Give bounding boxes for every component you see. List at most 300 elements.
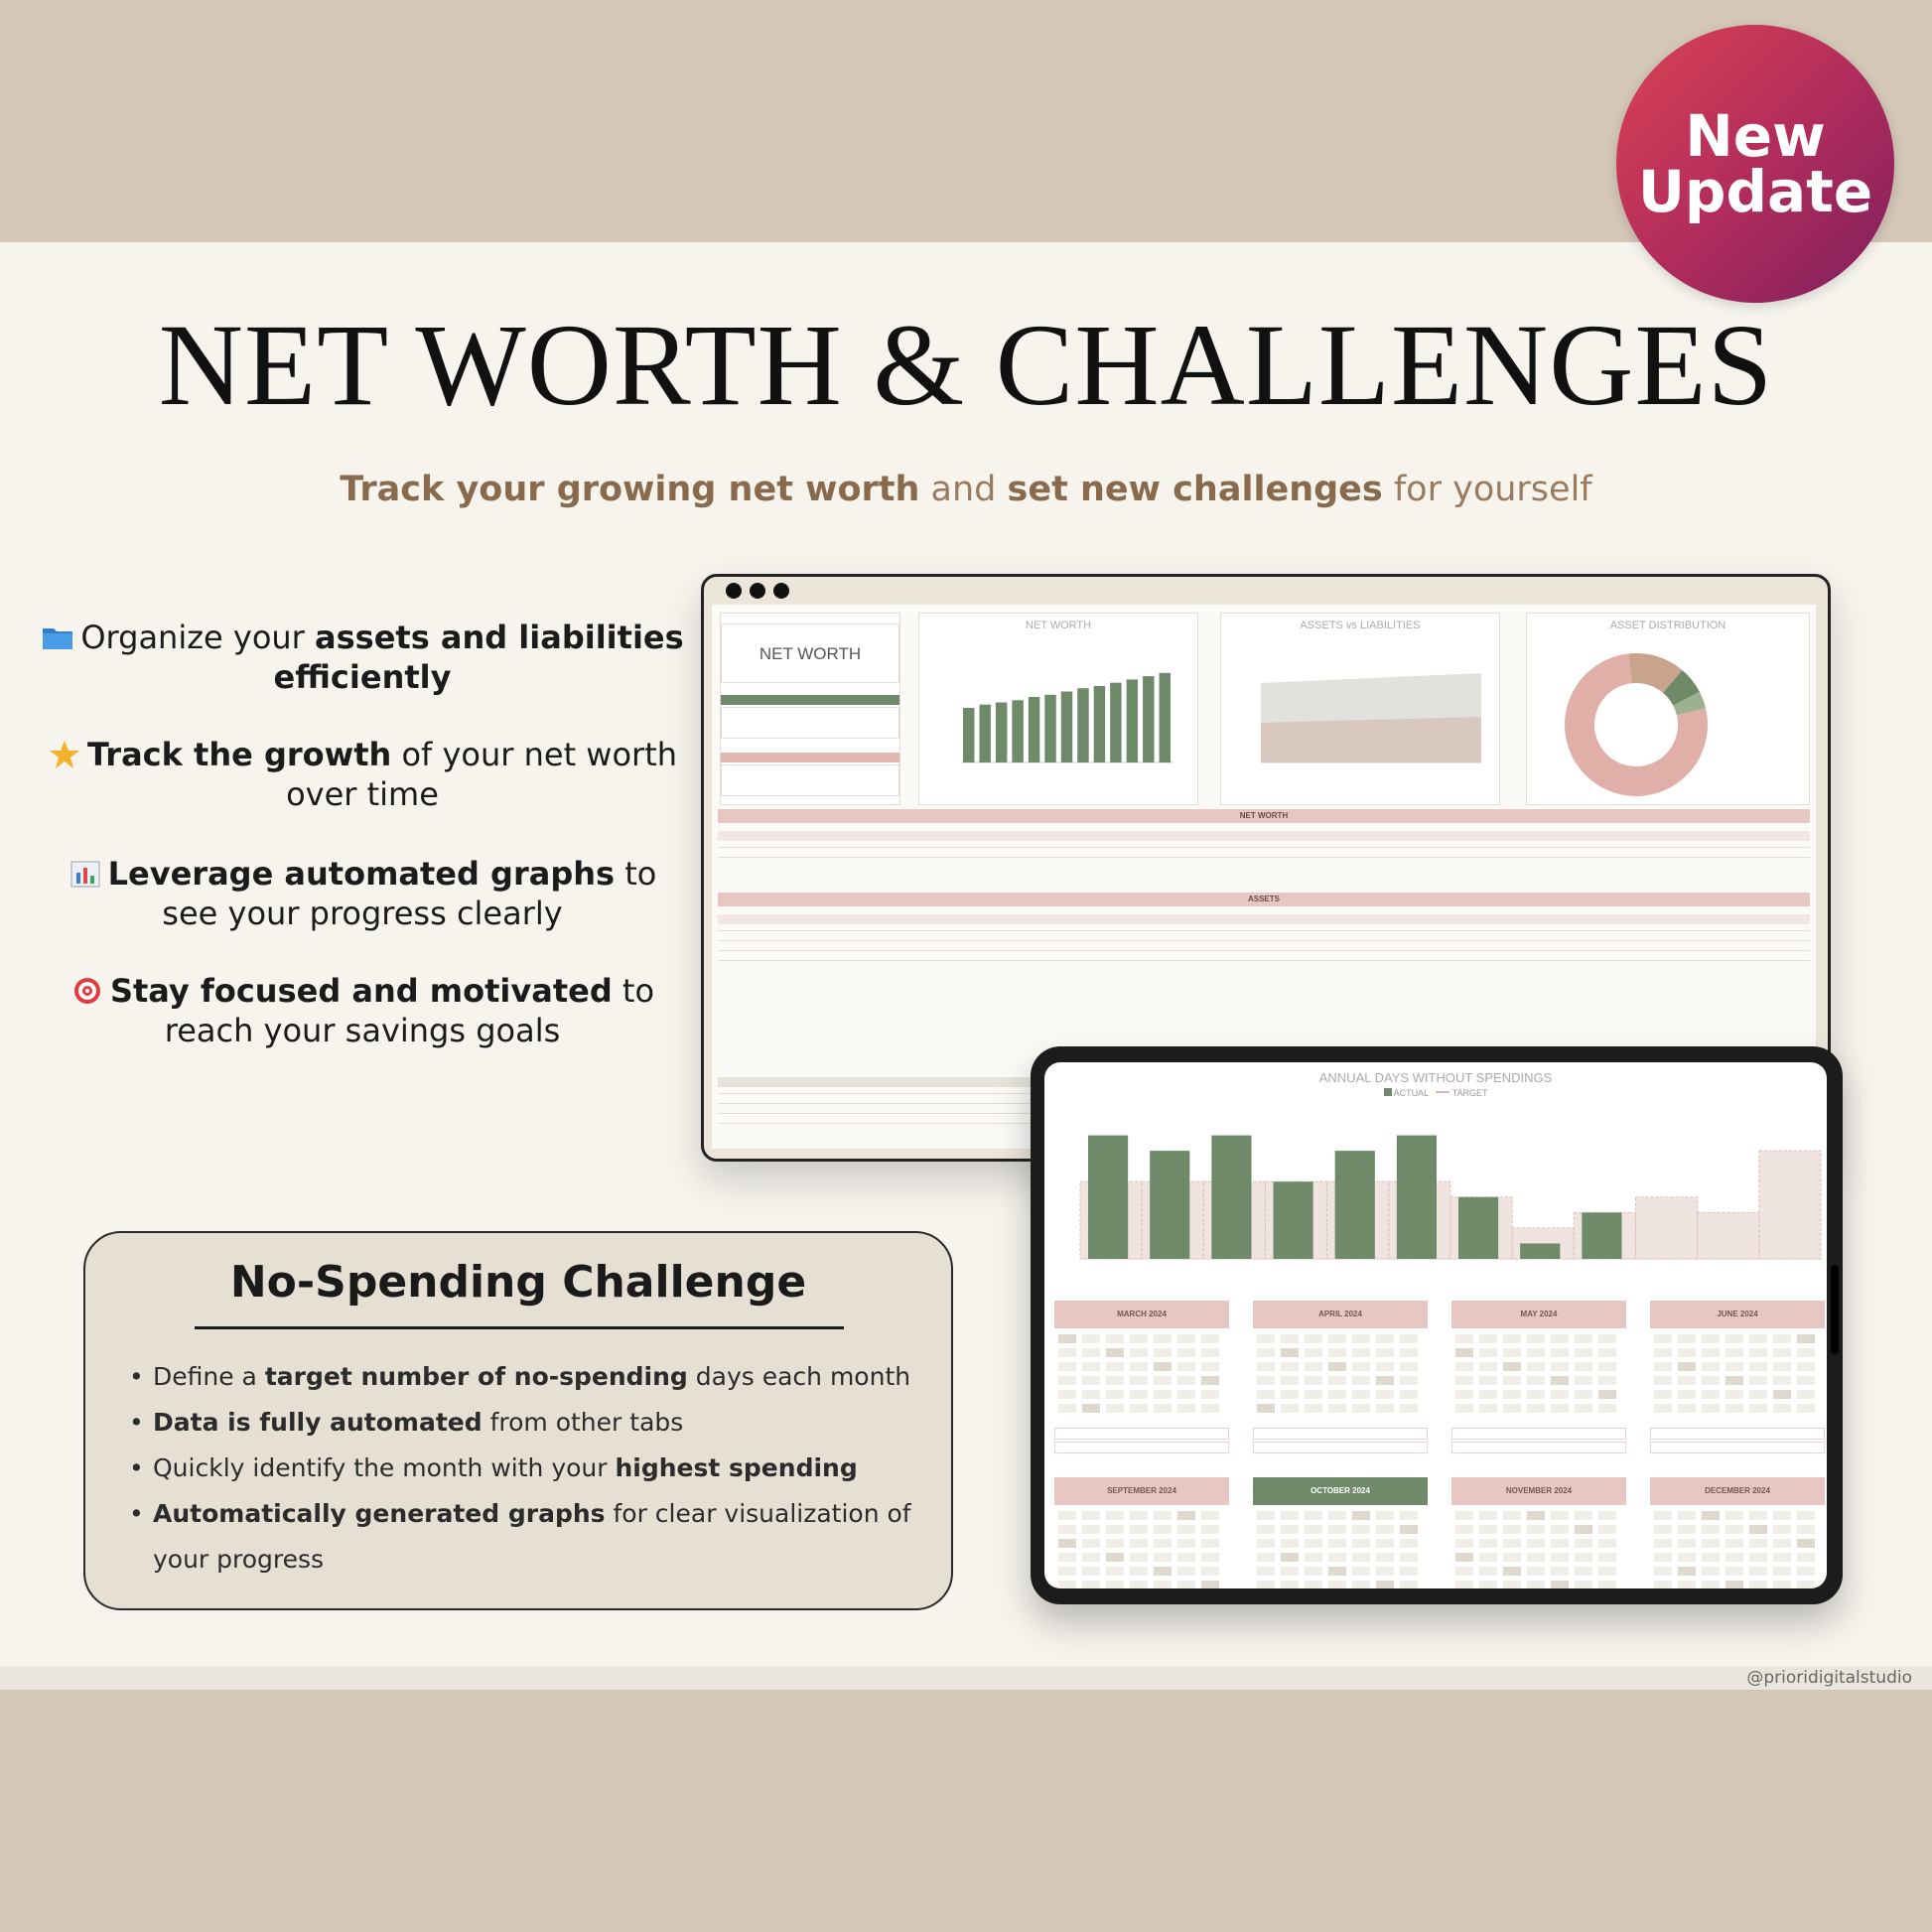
- calendar-day-cell: [1575, 1334, 1592, 1343]
- calendar-day-cell: [1551, 1334, 1569, 1343]
- calendar-day-cell: [1305, 1567, 1322, 1576]
- calendar-day-cell: [1106, 1567, 1124, 1576]
- asset-distribution-card: [1526, 613, 1810, 805]
- calendar-day-cell: [1130, 1539, 1148, 1548]
- calendar-day-cell: [1479, 1581, 1497, 1588]
- calendar-day-cell: [1702, 1348, 1720, 1357]
- calendar-day-cell: [1749, 1348, 1767, 1357]
- calendar-header: [1451, 1301, 1626, 1328]
- tablet-screen: [1044, 1062, 1827, 1588]
- calendar-day-cell: [1702, 1390, 1720, 1399]
- table-row: [718, 960, 1810, 961]
- month-calendar: [1253, 1301, 1428, 1459]
- calendar-day-cell: [1527, 1362, 1545, 1371]
- calendar-day-cell: [1082, 1348, 1100, 1357]
- calendar-day-cell: [1503, 1390, 1521, 1399]
- bar-chart-icon: [69, 858, 102, 888]
- assets-section-header: [718, 893, 1810, 906]
- calendar-day-cell: [1328, 1376, 1346, 1385]
- calendar-day-cell: [1400, 1525, 1418, 1534]
- calendar-day-cell: [1082, 1511, 1100, 1520]
- actual-bar: [1458, 1197, 1498, 1259]
- calendar-day-cell: [1281, 1525, 1299, 1534]
- calendar-day-cell: [1797, 1362, 1815, 1371]
- calendar-day-cell: [1702, 1334, 1720, 1343]
- calendar-day-cell: [1503, 1567, 1521, 1576]
- calendar-day-cell: [1725, 1390, 1743, 1399]
- calendar-day-cell: [1130, 1581, 1148, 1588]
- total-assets-row: [718, 914, 1810, 924]
- nw-bar: [1143, 676, 1154, 762]
- month-calendar: [1054, 1477, 1229, 1588]
- calendar-day-cell: [1527, 1567, 1545, 1576]
- target-step: [1759, 1151, 1821, 1259]
- calendar-day-cell: [1400, 1334, 1418, 1343]
- calendar-day-cell: [1328, 1404, 1346, 1413]
- calendar-day-cell: [1305, 1334, 1322, 1343]
- calendar-day-cell: [1773, 1348, 1791, 1357]
- calendar-summary-row: [1253, 1442, 1428, 1453]
- calendar-day-cell: [1257, 1525, 1275, 1534]
- calendar-day-cell: [1797, 1376, 1815, 1385]
- calendar-day-cell: [1058, 1390, 1076, 1399]
- calendar-day-cell: [1082, 1362, 1100, 1371]
- calendar-day-cell: [1281, 1362, 1299, 1371]
- calendar-day-cell: [1352, 1511, 1370, 1520]
- calendar-day-cell: [1527, 1539, 1545, 1548]
- calendar-day-cell: [1400, 1567, 1418, 1576]
- net-worth-chart-title: NET WORTH: [1025, 620, 1092, 631]
- net-worth-card-label: NET WORTH: [721, 623, 899, 683]
- calendar-day-cell: [1376, 1362, 1394, 1371]
- calendar-day-cell: [1455, 1539, 1473, 1548]
- calendar-day-cell: [1106, 1525, 1124, 1534]
- calendar-day-cell: [1352, 1362, 1370, 1371]
- calendar-day-cell: [1725, 1348, 1743, 1357]
- calendar-day-cell: [1598, 1539, 1616, 1548]
- calendar-day-cell: [1154, 1539, 1172, 1548]
- calendar-day-cell: [1400, 1404, 1418, 1413]
- calendar-day-cell: [1106, 1334, 1124, 1343]
- calendar-day-cell: [1058, 1511, 1076, 1520]
- bottom-band: [0, 1690, 1932, 1932]
- actual-bar: [1088, 1136, 1128, 1259]
- calendar-day-cell: [1154, 1334, 1172, 1343]
- calendar-summary-row: [1451, 1428, 1626, 1440]
- calendar-day-cell: [1551, 1511, 1569, 1520]
- challenge-bullet-3: [129, 1446, 923, 1491]
- calendar-day-cell: [1305, 1376, 1322, 1385]
- calendar-day-cell: [1749, 1376, 1767, 1385]
- calendar-day-cell: [1257, 1553, 1275, 1562]
- calendar-day-cell: [1654, 1362, 1672, 1371]
- calendar-day-cell: [1702, 1376, 1720, 1385]
- subtitle: [0, 470, 1932, 509]
- calendar-day-cell: [1082, 1390, 1100, 1399]
- calendar-month-label: SEPTEMBER 2024: [1107, 1486, 1176, 1495]
- calendar-day-cell: [1575, 1511, 1592, 1520]
- calendar-day-cell: [1575, 1376, 1592, 1385]
- feature-2-bold: Track the growth: [86, 736, 392, 773]
- calendar-day-cell: [1281, 1390, 1299, 1399]
- calendar-day-cell: [1654, 1553, 1672, 1562]
- calendar-day-cell: [1503, 1348, 1521, 1357]
- calendar-day-cell: [1154, 1581, 1172, 1588]
- calendar-day-cell: [1281, 1539, 1299, 1548]
- calendar-day-cell: [1551, 1567, 1569, 1576]
- bullet-3-pre: Quickly identify the month with your: [153, 1453, 616, 1482]
- calendar-header: [1650, 1477, 1825, 1505]
- calendar-day-cell: [1479, 1390, 1497, 1399]
- calendar-day-cell: [1455, 1334, 1473, 1343]
- bullet-2-bold: Data is fully automated: [153, 1408, 483, 1437]
- calendar-day-cell: [1201, 1390, 1219, 1399]
- calendar-day-cell: [1527, 1404, 1545, 1413]
- subtitle-part-3: set new challenges: [1007, 470, 1383, 509]
- star-icon: [48, 739, 81, 768]
- actual-bar: [1520, 1243, 1560, 1259]
- calendar-day-cell: [1328, 1362, 1346, 1371]
- calendar-day-cell: [1400, 1581, 1418, 1588]
- feature-1-bold: assets and liabilities efficiently: [273, 619, 684, 696]
- calendar-day-cell: [1106, 1390, 1124, 1399]
- calendar-day-cell: [1725, 1581, 1743, 1588]
- calendar-day-cell: [1281, 1348, 1299, 1357]
- target-step: [1698, 1212, 1759, 1259]
- challenge-bullet-2: [129, 1400, 923, 1446]
- calendar-day-cell: [1702, 1567, 1720, 1576]
- calendar-day-cell: [1305, 1511, 1322, 1520]
- calendar-day-cell: [1678, 1511, 1696, 1520]
- calendar-day-cell: [1130, 1376, 1148, 1385]
- calendar-day-cell: [1376, 1539, 1394, 1548]
- calendar-day-cell: [1503, 1404, 1521, 1413]
- calendar-day-cell: [1773, 1404, 1791, 1413]
- table-row: [718, 847, 1810, 848]
- calendar-summary-row: [1451, 1442, 1626, 1453]
- calendar-day-cell: [1575, 1362, 1592, 1371]
- nw-bar: [1110, 683, 1121, 762]
- calendar-day-cell: [1257, 1581, 1275, 1588]
- calendar-day-cell: [1503, 1362, 1521, 1371]
- calendar-day-cell: [1797, 1553, 1815, 1562]
- calendar-day-cell: [1177, 1348, 1195, 1357]
- calendar-summary-row: [1054, 1428, 1229, 1440]
- calendar-day-cell: [1551, 1581, 1569, 1588]
- calendar-month-label: MAY 2024: [1520, 1310, 1558, 1318]
- calendar-day-cell: [1455, 1525, 1473, 1534]
- calendar-day-cell: [1305, 1404, 1322, 1413]
- calendar-day-cell: [1773, 1511, 1791, 1520]
- calendar-day-cell: [1352, 1539, 1370, 1548]
- spending-chart-title: ANNUAL DAYS WITHOUT SPENDINGS: [1318, 1070, 1553, 1085]
- nw-bar: [1160, 673, 1171, 762]
- summary-header-pink: [721, 753, 899, 762]
- calendar-day-cell: [1106, 1362, 1124, 1371]
- nw-bar: [1044, 695, 1055, 762]
- calendar-day-cell: [1551, 1539, 1569, 1548]
- nw-bar: [979, 705, 990, 762]
- calendar-day-cell: [1281, 1553, 1299, 1562]
- calendar-day-cell: [1503, 1581, 1521, 1588]
- net-worth-section-label: NET WORTH: [1239, 811, 1289, 820]
- calendar-day-cell: [1376, 1553, 1394, 1562]
- net-worth-section-header: [718, 809, 1810, 823]
- calendar-day-cell: [1130, 1362, 1148, 1371]
- actual-bar: [1397, 1136, 1437, 1259]
- actual-legend-swatch: [1384, 1088, 1392, 1096]
- calendar-day-cell: [1455, 1404, 1473, 1413]
- calendar-day-cell: [1479, 1404, 1497, 1413]
- calendar-day-cell: [1328, 1581, 1346, 1588]
- calendar-day-cell: [1082, 1525, 1100, 1534]
- calendar-day-cell: [1575, 1539, 1592, 1548]
- calendar-day-cell: [1305, 1362, 1322, 1371]
- calendar-day-cell: [1678, 1539, 1696, 1548]
- calendar-day-cell: [1773, 1334, 1791, 1343]
- calendar-day-cell: [1551, 1348, 1569, 1357]
- calendar-day-cell: [1678, 1525, 1696, 1534]
- calendar-header: [1451, 1477, 1626, 1505]
- tablet-device: [1031, 1046, 1843, 1604]
- calendar-day-cell: [1106, 1511, 1124, 1520]
- month-calendar: [1650, 1301, 1825, 1459]
- calendar-day-cell: [1305, 1539, 1322, 1548]
- bullet-2-post: from other tabs: [482, 1408, 684, 1437]
- calendar-day-cell: [1749, 1539, 1767, 1548]
- feature-3: [40, 854, 685, 933]
- calendar-day-cell: [1154, 1348, 1172, 1357]
- window-dot-icon: [726, 583, 742, 599]
- calendar-day-cell: [1797, 1511, 1815, 1520]
- calendar-day-cell: [1575, 1553, 1592, 1562]
- challenge-bullets: [129, 1354, 923, 1583]
- calendar-day-cell: [1352, 1334, 1370, 1343]
- calendar-day-cell: [1201, 1567, 1219, 1576]
- calendar-day-cell: [1598, 1567, 1616, 1576]
- table-row: [718, 857, 1810, 858]
- subtitle-part-2: and: [919, 470, 1008, 509]
- calendar-day-cell: [1725, 1362, 1743, 1371]
- month-calendar: [1451, 1477, 1626, 1588]
- calendar-day-cell: [1281, 1567, 1299, 1576]
- calendar-day-cell: [1201, 1581, 1219, 1588]
- calendar-day-cell: [1479, 1511, 1497, 1520]
- calendar-day-cell: [1177, 1511, 1195, 1520]
- feature-1-pre: Organize your: [80, 619, 315, 656]
- calendar-day-cell: [1654, 1567, 1672, 1576]
- calendar-day-cell: [1654, 1348, 1672, 1357]
- calendar-day-cell: [1749, 1334, 1767, 1343]
- calendar-day-cell: [1352, 1376, 1370, 1385]
- calendar-day-cell: [1725, 1525, 1743, 1534]
- calendar-day-cell: [1551, 1404, 1569, 1413]
- page-title: NET WORTH & CHALLENGES: [158, 300, 1774, 430]
- calendar-day-cell: [1725, 1511, 1743, 1520]
- calendar-day-cell: [1598, 1525, 1616, 1534]
- calendar-day-cell: [1328, 1553, 1346, 1562]
- calendar-day-cell: [1702, 1553, 1720, 1562]
- challenge-title: No-Spending Challenge: [229, 1257, 807, 1308]
- calendar-day-cell: [1503, 1511, 1521, 1520]
- calendar-day-cell: [1257, 1567, 1275, 1576]
- calendar-day-cell: [1678, 1404, 1696, 1413]
- credit-handle: @prioridigitalstudio: [1746, 1668, 1912, 1688]
- calendar-day-cell: [1328, 1511, 1346, 1520]
- calendar-day-cell: [1598, 1553, 1616, 1562]
- actual-bar: [1274, 1181, 1313, 1259]
- calendar-day-cell: [1575, 1348, 1592, 1357]
- calendar-day-cell: [1678, 1553, 1696, 1562]
- calendar-day-cell: [1773, 1539, 1791, 1548]
- calendar-day-cell: [1702, 1362, 1720, 1371]
- month-calendar: [1650, 1477, 1825, 1588]
- calendar-day-cell: [1479, 1539, 1497, 1548]
- net-worth-row: [718, 831, 1810, 841]
- calendar-day-cell: [1479, 1362, 1497, 1371]
- calendar-day-cell: [1130, 1390, 1148, 1399]
- calendar-day-cell: [1503, 1334, 1521, 1343]
- actual-bar: [1335, 1151, 1375, 1259]
- calendar-day-cell: [1328, 1390, 1346, 1399]
- calendar-day-cell: [1257, 1539, 1275, 1548]
- calendar-day-cell: [1177, 1553, 1195, 1562]
- calendar-day-cell: [1257, 1404, 1275, 1413]
- calendar-day-cell: [1058, 1404, 1076, 1413]
- calendar-day-cell: [1376, 1404, 1394, 1413]
- calendar-day-cell: [1257, 1334, 1275, 1343]
- calendar-day-cell: [1201, 1511, 1219, 1520]
- month-calendar: [1054, 1301, 1229, 1459]
- target-legend-swatch: [1436, 1091, 1449, 1093]
- calendar-day-cell: [1305, 1390, 1322, 1399]
- calendar-month-label: NOVEMBER 2024: [1505, 1486, 1573, 1495]
- calendar-day-cell: [1797, 1404, 1815, 1413]
- calendar-day-cell: [1503, 1376, 1521, 1385]
- calendar-day-cell: [1352, 1567, 1370, 1576]
- calendar-day-cell: [1305, 1348, 1322, 1357]
- assets-section-label: ASSETS: [1247, 895, 1280, 903]
- calendar-day-cell: [1106, 1348, 1124, 1357]
- window-dot-icon: [750, 583, 765, 599]
- legend-actual: ACTUAL: [1393, 1088, 1429, 1098]
- target-icon: [70, 975, 104, 1005]
- calendar-day-cell: [1201, 1553, 1219, 1562]
- calendar-day-cell: [1678, 1376, 1696, 1385]
- calendar-day-cell: [1503, 1525, 1521, 1534]
- calendar-day-cell: [1177, 1390, 1195, 1399]
- calendar-day-cell: [1773, 1553, 1791, 1562]
- calendar-day-cell: [1058, 1567, 1076, 1576]
- calendar-day-cell: [1257, 1376, 1275, 1385]
- summary-header-green: [721, 695, 899, 705]
- calendar-day-cell: [1725, 1376, 1743, 1385]
- calendar-day-cell: [1725, 1334, 1743, 1343]
- calendar-month-label: OCTOBER 2024: [1311, 1486, 1370, 1495]
- calendar-day-cell: [1177, 1404, 1195, 1413]
- calendar-day-cell: [1257, 1390, 1275, 1399]
- calendar-day-cell: [1551, 1553, 1569, 1562]
- calendar-day-cell: [1654, 1539, 1672, 1548]
- calendar-day-cell: [1551, 1376, 1569, 1385]
- legend-target: TARGET: [1451, 1088, 1488, 1098]
- nw-bar: [1029, 697, 1039, 762]
- calendar-day-cell: [1749, 1404, 1767, 1413]
- calendar-day-cell: [1702, 1581, 1720, 1588]
- feature-3-bold: Leverage automated graphs: [107, 855, 616, 893]
- calendar-day-cell: [1281, 1404, 1299, 1413]
- calendar-day-cell: [1598, 1362, 1616, 1371]
- calendar-day-cell: [1678, 1581, 1696, 1588]
- summary-value-box: [721, 707, 899, 739]
- calendar-day-cell: [1130, 1567, 1148, 1576]
- calendar-day-cell: [1598, 1334, 1616, 1343]
- calendar-summary-row: [1054, 1442, 1229, 1453]
- calendar-day-cell: [1400, 1553, 1418, 1562]
- calendar-day-cell: [1177, 1525, 1195, 1534]
- calendar-month-label: APRIL 2024: [1318, 1310, 1362, 1318]
- calendar-day-cell: [1527, 1334, 1545, 1343]
- calendar-day-cell: [1257, 1348, 1275, 1357]
- calendar-day-cell: [1082, 1334, 1100, 1343]
- calendar-day-cell: [1749, 1553, 1767, 1562]
- bullet-1-bold: target number of no-spending: [264, 1362, 688, 1391]
- calendar-day-cell: [1376, 1390, 1394, 1399]
- bullet-4-bold: Automatically generated graphs: [153, 1499, 606, 1528]
- calendar-day-cell: [1082, 1581, 1100, 1588]
- calendar-day-cell: [1352, 1553, 1370, 1562]
- calendar-day-cell: [1749, 1362, 1767, 1371]
- calendar-day-cell: [1154, 1553, 1172, 1562]
- calendar-header: [1054, 1477, 1229, 1505]
- calendar-day-cell: [1352, 1390, 1370, 1399]
- calendar-day-cell: [1654, 1581, 1672, 1588]
- nw-bar: [1127, 679, 1138, 762]
- bottom-strip: [0, 1666, 1932, 1690]
- folder-icon: [41, 621, 74, 651]
- calendar-day-cell: [1702, 1404, 1720, 1413]
- calendar-day-cell: [1479, 1553, 1497, 1562]
- calendar-day-cell: [1455, 1581, 1473, 1588]
- window-dot-icon: [773, 583, 789, 599]
- calendar-day-cell: [1749, 1581, 1767, 1588]
- calendar-day-cell: [1527, 1553, 1545, 1562]
- calendar-day-cell: [1352, 1525, 1370, 1534]
- calendar-day-cell: [1400, 1376, 1418, 1385]
- calendar-day-cell: [1551, 1362, 1569, 1371]
- challenge-bullet-1: [129, 1354, 923, 1400]
- calendar-day-cell: [1281, 1334, 1299, 1343]
- actual-bar: [1211, 1136, 1251, 1259]
- calendar-day-cell: [1130, 1348, 1148, 1357]
- calendar-day-cell: [1479, 1376, 1497, 1385]
- calendar-day-cell: [1058, 1525, 1076, 1534]
- calendar-month-label: DECEMBER 2024: [1705, 1486, 1770, 1495]
- calendar-day-cell: [1154, 1362, 1172, 1371]
- calendar-day-cell: [1201, 1362, 1219, 1371]
- calendar-day-cell: [1797, 1567, 1815, 1576]
- badge-line-1: New: [1685, 102, 1826, 170]
- calendar-day-cell: [1551, 1390, 1569, 1399]
- calendar-day-cell: [1702, 1539, 1720, 1548]
- window-controls: [726, 583, 797, 604]
- calendar-day-cell: [1797, 1334, 1815, 1343]
- calendar-day-cell: [1400, 1511, 1418, 1520]
- calendar-day-cell: [1773, 1390, 1791, 1399]
- net-worth-summary-card: [720, 613, 900, 805]
- calendar-day-cell: [1749, 1511, 1767, 1520]
- calendar-day-cell: [1328, 1539, 1346, 1548]
